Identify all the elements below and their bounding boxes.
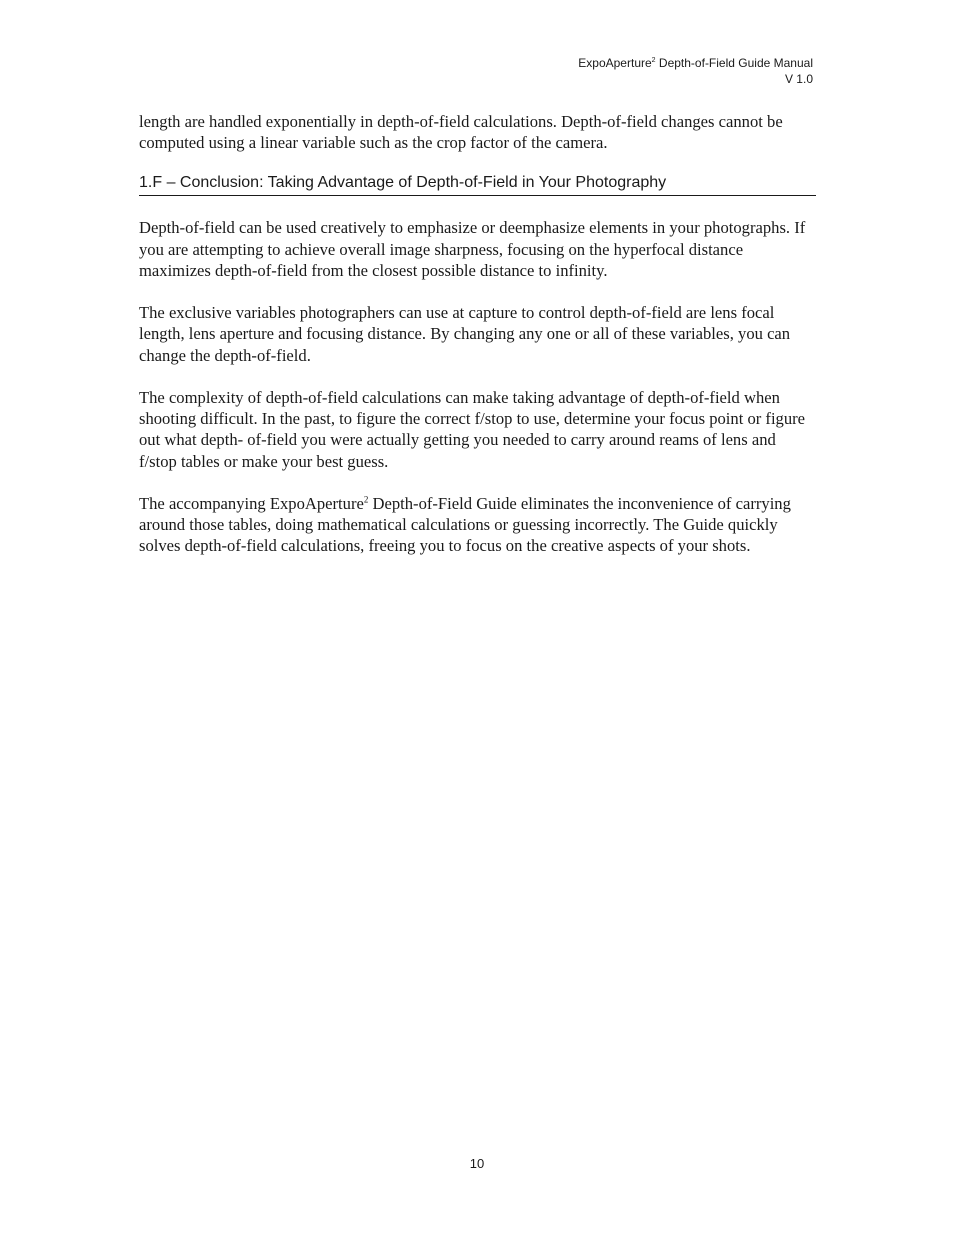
header-title-post: Depth-of-Field Guide Manual <box>655 56 813 70</box>
paragraph-4-post: Depth-of-Field Guide eliminates the inconvenience of carrying around those tables, doing mathematical calculations or guessing incorrectly. The Guide quickly solves depth-of-field calculations, freeing you to focus on the creative aspects of your shots. <box>139 494 791 556</box>
header-version: V 1.0 <box>784 72 813 86</box>
paragraph-3: The complexity of depth-of-field calculations can make taking advantage of depth-of-field when shooting difficult. In the past, to figure the correct f/stop to use, determine your focus point or figure out what depth- of-field you were actually getting you needed to carry around reams of lens and f/stop tables or make your best guess. <box>139 388 806 471</box>
header-title-superscript: 2 <box>651 57 656 64</box>
paragraph-2: The exclusive variables photographers can use at capture to control depth-of-field are lens focal length, lens aperture and focusing distance. By changing any one or all of these variables, you can change the depth-of-field. <box>139 303 791 365</box>
paragraph-4-superscript: 2 <box>363 494 369 505</box>
page-number: 10 <box>469 1156 485 1171</box>
paragraph-4-pre: The accompanying ExpoAperture <box>139 494 364 513</box>
continued-paragraph: length are handled exponentially in depth-of-field calculations. Depth-of-field changes cannot be computed using a linear variable such as the crop factor of the camera. <box>139 112 783 153</box>
section-heading: 1.F – Conclusion: Taking Advantage of Depth-of-Field in Your Photography <box>139 173 816 196</box>
paragraph-4 <box>139 493 816 557</box>
header-title-pre: ExpoAperture <box>578 56 652 70</box>
paragraph-1: Depth-of-field can be used creatively to emphasize or deemphasize elements in your photographs. If you are attempting to achieve overall image sharpness, focusing on the hyperfocal distance maximizes depth-of-field from the closest possible distance to infinity. <box>139 218 806 280</box>
page-header <box>578 55 813 87</box>
header-title <box>578 55 813 71</box>
document-body <box>139 111 816 578</box>
